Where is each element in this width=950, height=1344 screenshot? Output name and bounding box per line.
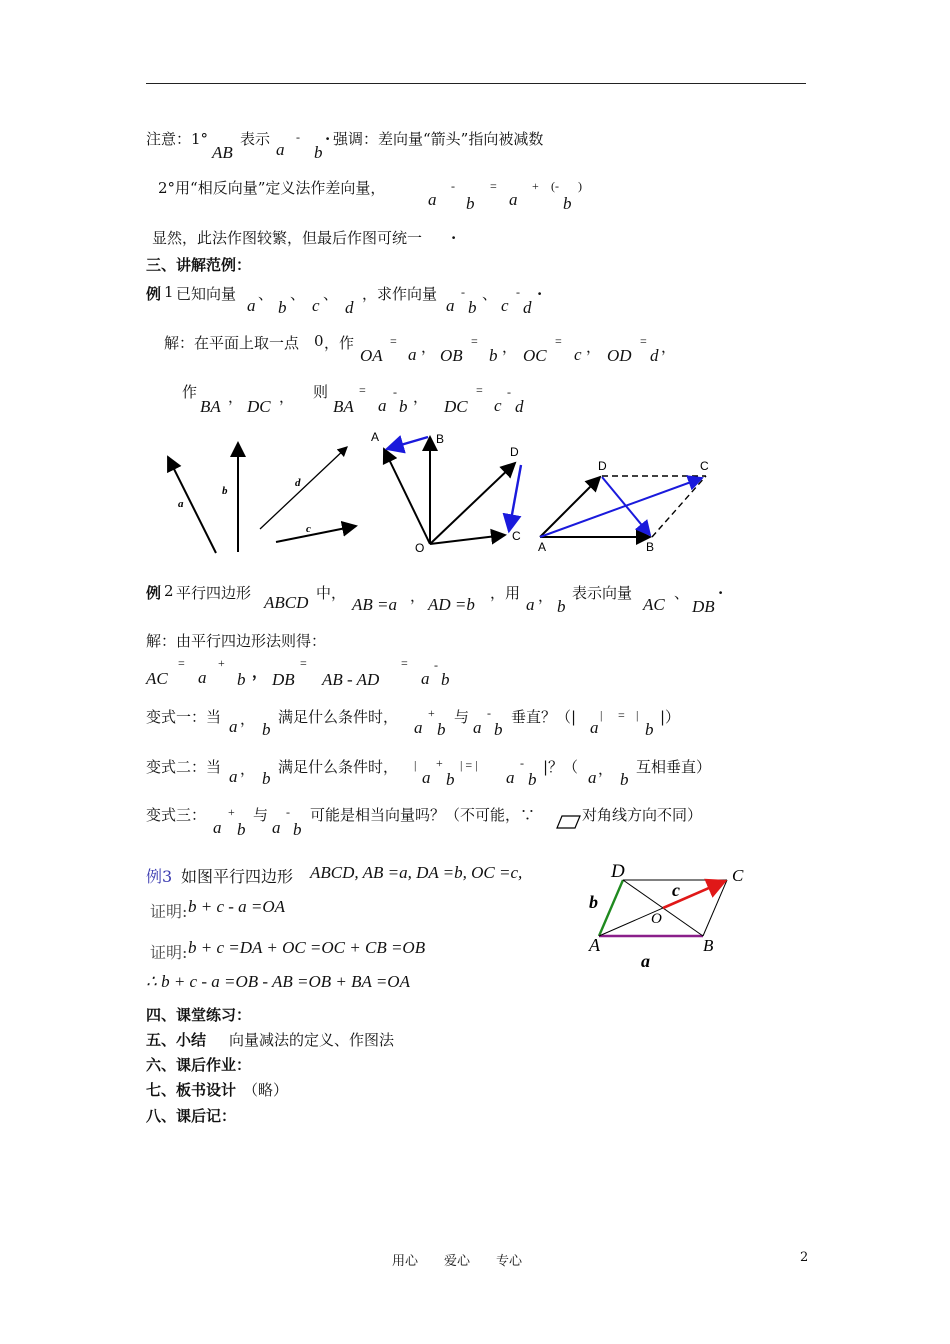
solution-2-text: 解：由平行四边形法则得： — [146, 632, 327, 650]
plus-sign: + — [428, 706, 435, 720]
footer-slogan: 用心 爱心 专心 — [392, 1254, 523, 1269]
vec-a: a — [198, 668, 207, 687]
point-o: O — [651, 911, 662, 927]
separator: 、 — [258, 285, 274, 303]
variant-2-cond: 满足什么条件时， — [278, 758, 399, 776]
separator: 、 — [674, 584, 690, 602]
point-a: A — [371, 430, 380, 444]
expr-ab-minus-ad: AB - AD — [322, 670, 380, 689]
point-b: B — [703, 936, 714, 955]
edge-bc — [652, 476, 706, 537]
obvious-text: 显然，此法作图较繁，但最后作图可统一 — [152, 229, 423, 247]
vec-ac: AC — [643, 595, 665, 614]
note-rest: 强调：差向量“箭头”指向被减数 — [333, 130, 544, 148]
point-b: B — [646, 540, 655, 554]
prove-statement: b + c - a =OA — [188, 897, 286, 916]
equals-sign: = — [471, 334, 478, 348]
page-number: 2 — [800, 1250, 809, 1265]
point-c: C — [512, 529, 521, 543]
dot: . — [325, 126, 331, 144]
vec-ob: OB — [440, 346, 463, 365]
vec-d: d — [650, 346, 659, 365]
note-prefix: 注意：1° — [146, 130, 209, 148]
vector-oc-arrow — [430, 535, 505, 544]
minus-sign: - — [286, 805, 290, 819]
comma: ， — [279, 388, 295, 406]
minus-sign: - — [520, 756, 524, 770]
figure-difference-vectors — [365, 425, 535, 560]
equals-sign: = — [476, 383, 483, 397]
vec-b: b — [237, 820, 246, 839]
comma: ， — [586, 338, 602, 356]
vec-b: b — [489, 346, 498, 365]
label-b: b — [222, 485, 228, 497]
eq-ad-b: AD =b — [428, 595, 475, 614]
note2-prefix: 2°用“相反向量”定义法作差向量， — [158, 179, 386, 197]
vec-dc: DC — [444, 397, 468, 416]
example-2-biaoshi: 表示向量 — [572, 584, 633, 602]
diagonal-db-arrow — [602, 477, 650, 535]
example-3-label: 例3 — [146, 867, 173, 886]
example-2-zhong: 中， — [316, 584, 347, 602]
section-7-body: （略） — [243, 1081, 289, 1099]
vec-a: a — [229, 717, 238, 736]
comma: ， — [538, 587, 554, 605]
vec-a: a — [422, 768, 431, 787]
equals-sign: = — [390, 334, 397, 348]
variant-3-label: 变式三： — [146, 806, 207, 824]
plus-sign: + — [532, 179, 539, 193]
vec-b: b — [278, 298, 287, 317]
variant-2-label: 变式二：当 — [146, 758, 222, 776]
vec-b: b — [645, 720, 654, 739]
point-a: A — [589, 935, 600, 955]
vector-c-arrow — [276, 526, 356, 542]
parallelogram-icon — [556, 815, 582, 829]
equals-sign: = — [640, 334, 647, 348]
equals-sign: = — [359, 383, 366, 397]
vec-a: a — [526, 595, 535, 614]
vector-ad-arrow — [540, 477, 600, 537]
solution-1-zuo: ，作 — [324, 334, 355, 352]
figure-parallelogram — [530, 450, 730, 560]
separator: 、 — [290, 285, 306, 303]
example-2-label: 例 — [146, 584, 162, 602]
point-d: D — [611, 861, 625, 882]
vec-ba: BA — [200, 397, 221, 416]
vec-a: a — [276, 140, 285, 159]
comma: ， — [421, 338, 437, 356]
vector-oa-arrow — [384, 449, 430, 544]
plus-sign: + — [436, 756, 443, 770]
abs-equals: | = | — [460, 758, 478, 772]
variant-1-label: 变式一：当 — [146, 708, 222, 726]
figure-given-vectors — [150, 425, 370, 560]
vector-dc-arrow — [509, 465, 521, 531]
example-1-label: 例 — [146, 285, 162, 303]
solution-1b-ze: 则 — [313, 383, 329, 401]
vec-ba: BA — [333, 397, 354, 416]
point-o: O — [415, 541, 425, 555]
vec-b: b — [262, 720, 271, 739]
abs-bar: | — [636, 708, 639, 722]
section-6-heading: 六、课后作业： — [146, 1056, 252, 1074]
vector-ba-arrow — [387, 437, 428, 449]
vec-c: c — [574, 345, 582, 364]
vec-b: b — [446, 770, 455, 789]
vec-dc: DC — [247, 397, 271, 416]
vec-a: a — [473, 718, 482, 737]
vec-b: b — [528, 770, 537, 789]
vec-b: b — [468, 298, 477, 317]
vec-a: a — [247, 296, 256, 315]
prove-label: 证明: — [150, 902, 188, 921]
variant-3-yu: 与 — [253, 806, 269, 824]
vec-a: a — [421, 669, 430, 688]
vec-oa: OA — [360, 346, 383, 365]
dot: . — [537, 281, 543, 299]
dot: . — [451, 225, 457, 243]
vec-a: a — [509, 190, 518, 209]
minus-sign: - — [487, 706, 491, 720]
vec-a: a — [229, 767, 238, 786]
section-5-body: 向量减法的定义、作图法 — [229, 1031, 395, 1049]
vec-a: a — [590, 718, 599, 737]
example-1-text: 已知向量 — [176, 285, 237, 303]
vec-d: d — [515, 397, 524, 416]
minus-sign: - — [451, 179, 455, 193]
point-d: D — [510, 445, 519, 459]
vec-a: a — [378, 396, 387, 415]
vec-c: c — [312, 296, 320, 315]
minus-sign: - — [516, 285, 520, 299]
variant-2-perp: 互相垂直） — [636, 758, 712, 776]
parallelogram-abcd: ABCD — [264, 593, 309, 612]
vec-oc: OC — [523, 346, 547, 365]
comma: ， — [240, 760, 256, 778]
vec-a: a — [506, 768, 515, 787]
comma: ， — [413, 388, 429, 406]
label-a: a — [641, 951, 650, 971]
paren-close: ) — [578, 179, 582, 193]
minus-sign: - — [296, 130, 300, 144]
vec-a: a — [272, 818, 281, 837]
minus-sign: - — [434, 658, 438, 672]
comma: ， — [661, 338, 677, 356]
abs-bar: | — [600, 708, 603, 722]
comma: ， — [240, 710, 256, 728]
vector-od-arrow — [430, 463, 515, 544]
vec-b: b — [466, 194, 475, 213]
proof-line-1: b + c =DA + OC =OC + CB =OB — [188, 938, 426, 957]
vec-b: b — [437, 720, 446, 739]
separator: 、 — [482, 285, 498, 303]
example-3-givens: ABCD, AB =a, DA =b, OC =c, — [310, 863, 523, 882]
abs-bar: | — [414, 758, 417, 772]
note-biaoshi: 表示 — [240, 130, 271, 148]
variant-1-cond: 满足什么条件时， — [278, 708, 399, 726]
comma: ， — [502, 338, 518, 356]
comma: ， — [228, 388, 244, 406]
vec-b: b — [293, 820, 302, 839]
comma: ， — [598, 760, 614, 778]
equals-sign: = — [555, 334, 562, 348]
figure-example-3 — [585, 858, 755, 971]
variant-1-end: |） — [660, 708, 681, 726]
label-a: a — [178, 498, 184, 510]
variant-1-yu: 与 — [454, 708, 470, 726]
variant-2-question: |？（ — [543, 758, 579, 776]
vec-db: DB — [692, 597, 715, 616]
variant-3-end: 对角线方向不同） — [582, 806, 703, 824]
origin-label: 0 — [314, 332, 324, 350]
vec-b: b — [441, 670, 450, 689]
solution-1b-zuo: 作 — [182, 383, 198, 401]
point-b: B — [436, 432, 445, 446]
section-4-heading: 四、课堂练习： — [146, 1006, 252, 1024]
equals-sign: = — [300, 656, 307, 670]
plus-sign: + — [228, 805, 235, 819]
vec-a: a — [428, 190, 437, 209]
paren-open: (- — [551, 179, 559, 193]
comma: ， — [410, 587, 426, 605]
equals-sign: = — [490, 179, 497, 193]
vec-b: b — [494, 720, 503, 739]
equals-sign: = — [401, 656, 408, 670]
variant-1-perp: 垂直？（| — [511, 708, 577, 726]
eq-ab-a: AB =a — [352, 595, 397, 614]
example-2-text: 平行四边形 — [176, 584, 252, 602]
plus-sign: + — [218, 656, 225, 670]
vec-a: a — [213, 818, 222, 837]
vec-a: a — [446, 296, 455, 315]
label-c: c — [672, 880, 680, 900]
equals-sign: = — [618, 708, 625, 722]
comma: ， — [252, 663, 268, 681]
example-2-yong: ，用 — [490, 584, 521, 602]
vec-b: b — [620, 770, 629, 789]
vec-d: d — [345, 298, 354, 317]
vec-ab: AB — [212, 143, 233, 162]
vector-a-arrow — [168, 457, 216, 553]
solution-1-text: 解：在平面上取一点 — [164, 334, 300, 352]
point-c: C — [700, 459, 709, 473]
vector-d-arrow — [260, 447, 347, 529]
separator: 、 — [323, 285, 339, 303]
vec-b: b — [563, 194, 572, 213]
example-3-title: 如图平行四边形 — [181, 867, 294, 886]
proof-label: 证明: — [150, 943, 188, 962]
label-c: c — [306, 523, 311, 535]
vec-c: c — [494, 396, 502, 415]
label-b: b — [589, 892, 598, 912]
minus-sign: - — [507, 385, 511, 399]
minus-sign: - — [393, 385, 397, 399]
vec-b: b — [262, 769, 271, 788]
section-7-heading: 七、板书设计 — [146, 1081, 237, 1099]
point-a: A — [538, 540, 547, 554]
header-rule — [146, 83, 806, 84]
minus-sign: - — [461, 285, 465, 299]
example-2-num: 2 — [164, 582, 174, 600]
vec-od: OD — [607, 346, 632, 365]
vec-b: b — [557, 597, 566, 616]
point-c: C — [732, 866, 744, 885]
example-1-ask: ，求作向量 — [362, 285, 438, 303]
label-d: d — [295, 477, 301, 489]
section-5-heading: 五、小结 — [146, 1031, 207, 1049]
equals-sign: = — [178, 656, 185, 670]
vec-b: b — [314, 143, 323, 162]
vec-d: d — [523, 298, 532, 317]
vec-c: c — [501, 296, 509, 315]
proof-line-2: ∴ b + c - a =OB - AB =OB + BA =OA — [146, 972, 410, 991]
section-8-heading: 八、课后记： — [146, 1107, 237, 1125]
vec-b: b — [237, 670, 246, 689]
point-d: D — [598, 459, 607, 473]
vec-a: a — [408, 345, 417, 364]
vec-a: a — [588, 768, 597, 787]
diagonal-ac-arrow — [540, 478, 702, 537]
example-1-num: 1 — [164, 283, 174, 301]
vec-b: b — [399, 397, 408, 416]
variant-3-question: 可能是相当向量吗？（不可能，∵ — [310, 806, 536, 824]
vec-db: DB — [272, 670, 295, 689]
section-3-heading: 三、讲解范例： — [146, 256, 252, 274]
vec-a: a — [414, 718, 423, 737]
vec-ac: AC — [146, 669, 168, 688]
dot: . — [718, 580, 724, 598]
